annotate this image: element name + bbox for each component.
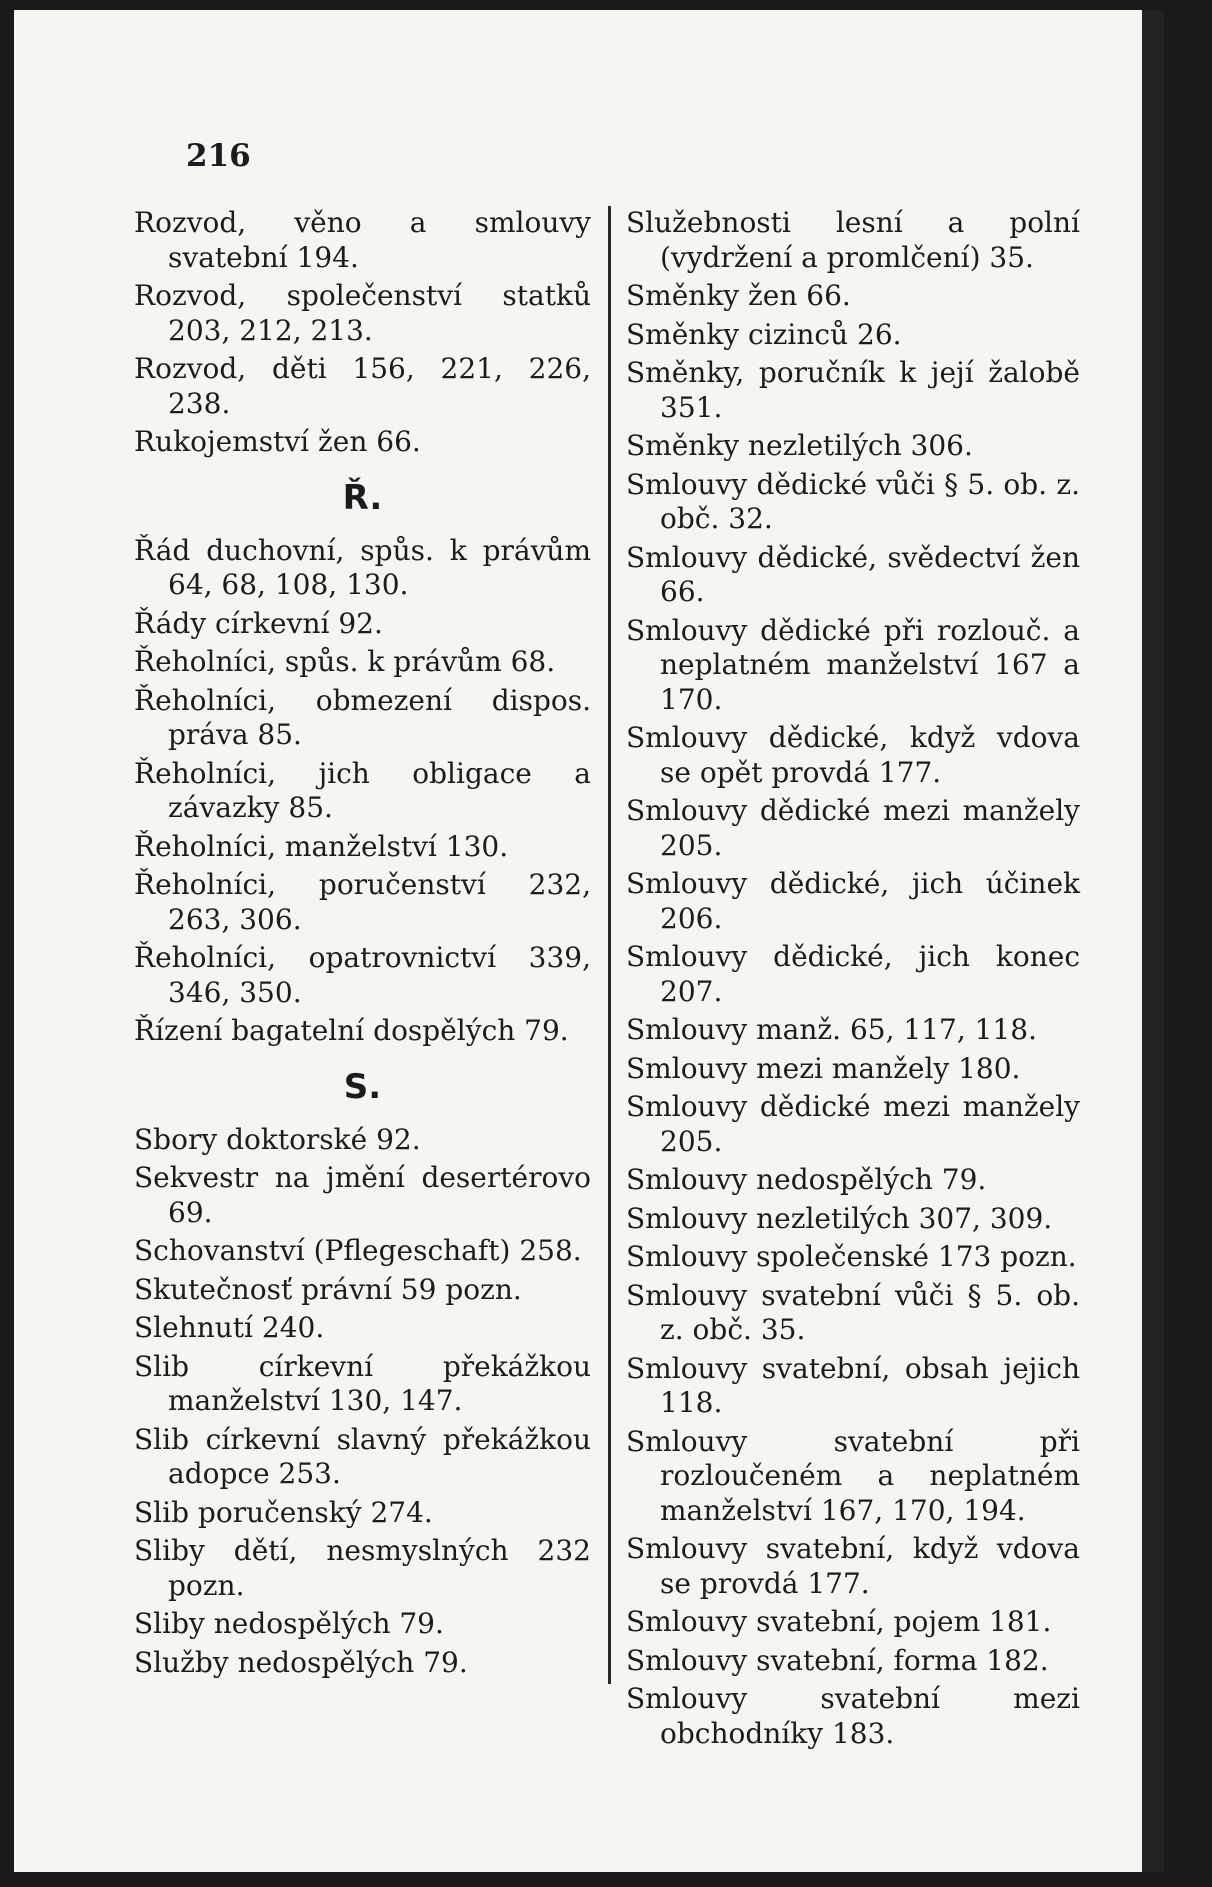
index-entry: Smlouvy dědické, jich konec 207. [626, 940, 1080, 1008]
index-entry: Smlouvy nedospělých 79. [626, 1163, 987, 1196]
page-number: 216 [186, 138, 251, 174]
index-entry: Řeholníci, opatrovnictví 339, 346, 350. [134, 941, 591, 1009]
section-letter-r: Ř. [342, 477, 383, 518]
index-entry: Smlouvy svatební mezi obchodníky 183. [626, 1682, 1080, 1750]
index-entry: Sekvestr na jmění desertérovo 69. [134, 1161, 591, 1229]
right-column [626, 206, 1080, 1755]
index-entry: Řízení bagatelní dospělých 79. [134, 1014, 569, 1047]
index-entry: Řeholníci, manželství 130. [134, 829, 509, 863]
index-entry: Rozvod, věno a smlouvy svatební 194. [134, 206, 591, 274]
index-entry: Služby nedospělých 79. [134, 1645, 468, 1679]
left-column [134, 206, 591, 1684]
index-entry: Směnky nezletilých 306. [626, 429, 973, 462]
index-entry: Řeholníci, poručenství 232, 263, 306. [134, 868, 591, 936]
index-entry: Smlouvy mezi manžely 180. [626, 1051, 1021, 1085]
index-entry: Smlouvy svatební, forma 182. [626, 1643, 1049, 1677]
index-entry: Smlouvy svatební při rozloučeném a neplatném manželství 167, 170, 194. [626, 1424, 1080, 1527]
index-entry: Smlouvy dědické mezi manžely 205. [626, 1090, 1080, 1158]
index-entry: Rozvod, děti 156, 221, 226, 238. [134, 352, 591, 420]
index-entry: Rukojemství žen 66. [134, 425, 421, 458]
page-edge-shadow [1142, 10, 1164, 1872]
index-entry: Smlouvy dědické mezi manžely 205. [626, 794, 1080, 862]
index-entry: Smlouvy dědické, když vdova se opět provdá 177. [626, 721, 1080, 789]
index-entry: Smlouvy manž. 65, 117, 118. [626, 1013, 1037, 1046]
index-entry: Služebnosti lesní a polní (vydržení a promlčení) 35. [626, 206, 1080, 274]
index-entry: Směnky, poručník k její žalobě 351. [626, 356, 1080, 424]
index-entry: Schovanství (Pflegeschaft) 258. [134, 1234, 582, 1267]
index-entry: Řád duchovní, spůs. k právům 64, 68, 108, 130. [134, 533, 591, 601]
index-entry: Sliby dětí, nesmyslných 232 pozn. [134, 1534, 591, 1602]
index-entry: Řády církevní 92. [134, 606, 383, 640]
index-entry: Smlouvy svatební, když vdova se provdá 177. [626, 1532, 1080, 1600]
index-entry: Slib poručenský 274. [134, 1495, 433, 1529]
index-entry: Smlouvy dědické vůči § 5. ob. z. obč. 32. [626, 467, 1080, 535]
column-divider [608, 206, 611, 1684]
index-entry: Smlouvy dědické, jich účinek 206. [626, 867, 1080, 935]
index-entry: Slib církevní překážkou manželství 130, 147. [134, 1349, 591, 1417]
index-entry: Smlouvy dědické při rozlouč. a neplatném manželství 167 a 170. [626, 613, 1080, 716]
index-entry: Slib církevní slavný překážkou adopce 253. [134, 1422, 591, 1490]
section-letter-s: S. [343, 1066, 382, 1107]
index-entry: Smlouvy svatební, pojem 181. [626, 1605, 1052, 1638]
index-entry: Směnky žen 66. [626, 279, 851, 312]
book-page [14, 10, 1164, 1872]
index-entry: Sbory doktorské 92. [134, 1122, 421, 1156]
index-entry: Smlouvy svatební, obsah jejich 118. [626, 1351, 1080, 1419]
index-entry: Slehnutí 240. [134, 1311, 325, 1344]
index-entry: Smlouvy společenské 173 pozn. [626, 1240, 1077, 1273]
index-entry: Sliby nedospělých 79. [134, 1607, 444, 1640]
index-entry: Řeholníci, spůs. k právům 68. [134, 645, 556, 678]
index-entry: Smlouvy nezletilých 307, 309. [626, 1201, 1053, 1235]
index-entry: Směnky cizinců 26. [626, 317, 902, 351]
index-entry: Smlouvy dědické, svědectví žen 66. [626, 540, 1080, 608]
index-entry: Řeholníci, jich obligace a závazky 85. [134, 756, 591, 824]
index-entry: Řeholníci, obmezení dispos. práva 85. [134, 683, 591, 751]
index-entry: Smlouvy svatební vůči § 5. ob. z. obč. 35. [626, 1278, 1080, 1346]
index-entry: Rozvod, společenství statků 203, 212, 213. [134, 279, 591, 347]
index-entry: Skutečnosť právní 59 pozn. [134, 1272, 522, 1306]
